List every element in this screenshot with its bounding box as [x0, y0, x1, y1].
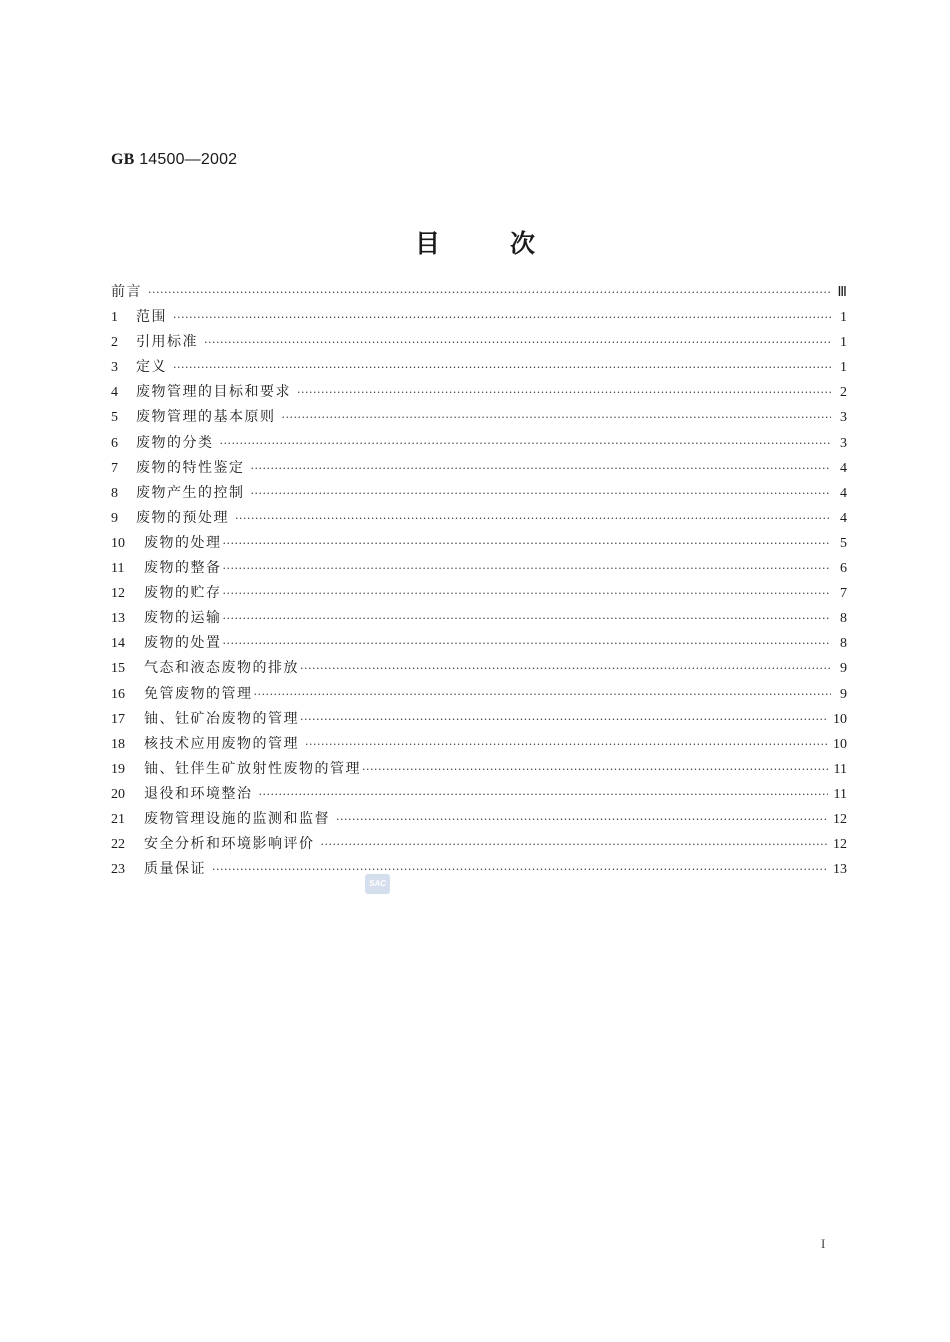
toc-entry-label: 废物的贮存 [144, 585, 222, 602]
toc-leader-dots [173, 361, 831, 374]
toc-entry-page: 8 [840, 611, 847, 627]
toc-entry-number: 16 [111, 686, 125, 702]
toc-entry[interactable] [111, 507, 847, 532]
toc-entry-foreword[interactable] [111, 281, 847, 306]
toc-entry-label: 废物的运输 [144, 610, 222, 627]
toc-entry-page: 4 [840, 485, 847, 501]
toc-entry-label: 废物的处理 [144, 534, 222, 551]
toc-entry-label: 免管废物的管理 [144, 685, 253, 702]
toc-entry-label: 废物的分类 [136, 434, 214, 451]
standard-prefix: GB [111, 151, 135, 168]
toc-entry-page: 13 [833, 862, 847, 878]
toc-entry-page: 12 [833, 811, 847, 827]
toc-entry[interactable] [111, 381, 847, 406]
toc-entry-page: 9 [840, 686, 847, 702]
toc-entry[interactable] [111, 607, 847, 632]
toc-leader-dots [251, 462, 832, 475]
toc-entry-label: 铀、钍矿冶废物的管理 [144, 710, 299, 727]
toc-entry-page: 12 [833, 837, 847, 853]
toc-entry[interactable] [111, 683, 847, 708]
toc-entry-number: 18 [111, 736, 125, 752]
toc-leader-dots [259, 788, 828, 801]
toc-entry-page: 11 [833, 761, 847, 777]
toc-entry-label: 前言 [111, 284, 142, 300]
toc-entry-number: 2 [111, 335, 118, 351]
toc-entry-number: 7 [111, 460, 118, 476]
toc-leader-dots [336, 813, 827, 826]
toc-entry-number: 4 [111, 385, 118, 401]
toc-entry-page: 8 [840, 636, 847, 652]
toc-entry-page: Ⅲ [837, 285, 847, 300]
toc-entry[interactable] [111, 582, 847, 607]
toc-entry-number: 1 [111, 310, 118, 326]
toc-entry-number: 23 [111, 862, 125, 878]
toc-entry-label: 定义 [136, 359, 167, 376]
toc-leader-dots [223, 637, 832, 650]
toc-entry[interactable] [111, 783, 847, 808]
toc-entry-number: 6 [111, 435, 118, 451]
toc-entry[interactable] [111, 532, 847, 557]
toc-entry-label: 核技术应用废物的管理 [144, 735, 299, 752]
toc-entry[interactable] [111, 331, 847, 356]
toc-entry-number: 21 [111, 811, 125, 827]
toc-entry-page: 3 [840, 435, 847, 451]
toc-entry-number: 13 [111, 611, 125, 627]
toc-entry[interactable] [111, 432, 847, 457]
standard-number [111, 151, 237, 169]
toc-leader-dots [235, 512, 831, 525]
toc-entry-page: 1 [840, 360, 847, 376]
toc-leader-dots [254, 688, 832, 701]
toc-entry-page: 10 [833, 711, 847, 727]
page-number: I [821, 1236, 826, 1251]
toc-entry-page: 10 [833, 736, 847, 752]
toc-entry-number: 22 [111, 837, 125, 853]
toc-entry-number: 11 [111, 561, 125, 577]
toc-leader-dots [300, 662, 831, 675]
toc-entry-label: 气态和液态废物的排放 [144, 660, 299, 677]
toc-entry-label: 范围 [136, 309, 167, 326]
toc-entry[interactable] [111, 657, 847, 682]
toc-entry[interactable] [111, 356, 847, 381]
toc-entry[interactable] [111, 733, 847, 758]
toc-leader-dots [223, 587, 832, 600]
toc-entry-label: 废物产生的控制 [136, 484, 245, 501]
standard-code: 14500—2002 [139, 151, 238, 168]
toc-entry-page: 2 [840, 385, 847, 401]
toc-leader-dots [204, 336, 831, 349]
toc-entry-page: 4 [840, 510, 847, 526]
toc-entry-page: 1 [840, 310, 847, 326]
toc-entry-number: 15 [111, 661, 125, 677]
toc-entry-label: 退役和环境整治 [144, 785, 253, 802]
toc-entry-page: 7 [840, 586, 847, 602]
toc-entry[interactable] [111, 457, 847, 482]
toc-entry-page: 3 [840, 410, 847, 426]
toc-entry-label: 废物管理的目标和要求 [136, 384, 291, 401]
toc-entry-number: 17 [111, 711, 125, 727]
toc-leader-dots [300, 713, 827, 726]
toc-entry-number: 10 [111, 535, 125, 551]
toc-leader-dots [173, 311, 831, 324]
toc-leader-dots [297, 386, 831, 399]
toc-entry-number: 19 [111, 761, 125, 777]
toc-leader-dots [220, 437, 832, 450]
toc-entry-number: 14 [111, 636, 125, 652]
toc-entry-number: 3 [111, 360, 118, 376]
toc-entry-label: 废物的处置 [144, 635, 222, 652]
toc-entry-label: 质量保证 [144, 861, 206, 878]
toc-entry-page: 6 [840, 561, 847, 577]
toc-entry-page: 1 [840, 335, 847, 351]
toc-leader-dots [321, 838, 828, 851]
toc-entry[interactable] [111, 306, 847, 331]
toc-leader-dots [251, 487, 832, 500]
toc-leader-dots [223, 562, 832, 575]
toc-leader-dots [362, 763, 828, 776]
toc-entry-page: 5 [840, 535, 847, 551]
toc-entry-label: 废物管理设施的监测和监督 [144, 810, 330, 827]
toc-entry-label: 安全分析和环境影响评价 [144, 836, 315, 853]
toc-entry-number: 5 [111, 410, 118, 426]
sac-watermark-logo: SAC [365, 874, 390, 894]
toc-entry-label: 引用标准 [136, 334, 198, 351]
table-of-contents [111, 281, 847, 883]
toc-entry-label: 废物的整备 [144, 560, 222, 577]
toc-leader-dots [212, 863, 827, 876]
toc-entry[interactable] [111, 557, 847, 582]
toc-leader-dots [305, 738, 827, 751]
page-title: 目次 [414, 229, 605, 258]
toc-entry-number: 12 [111, 586, 125, 602]
toc-entry[interactable] [111, 808, 847, 833]
toc-entry-number: 20 [111, 786, 125, 802]
toc-entry[interactable] [111, 708, 847, 733]
toc-entry[interactable] [111, 632, 847, 657]
toc-entry[interactable] [111, 482, 847, 507]
toc-entry[interactable] [111, 858, 847, 883]
toc-entry-label: 废物管理的基本原则 [136, 409, 276, 426]
toc-leader-dots [223, 537, 832, 550]
toc-entry-number: 9 [111, 510, 118, 526]
toc-entry-page: 9 [840, 661, 847, 677]
toc-entry-page: 4 [840, 460, 847, 476]
toc-leader-dots [282, 411, 832, 424]
toc-entry-page: 11 [833, 786, 847, 802]
toc-entry[interactable] [111, 758, 847, 783]
toc-entry[interactable] [111, 833, 847, 858]
toc-entry-label: 铀、钍伴生矿放射性废物的管理 [144, 760, 361, 777]
toc-leader-dots [148, 286, 831, 299]
toc-entry-label: 废物的特性鉴定 [136, 459, 245, 476]
toc-leader-dots [223, 612, 832, 625]
toc-entry-label: 废物的预处理 [136, 509, 229, 526]
toc-entry-number: 8 [111, 485, 118, 501]
toc-entry[interactable] [111, 406, 847, 431]
